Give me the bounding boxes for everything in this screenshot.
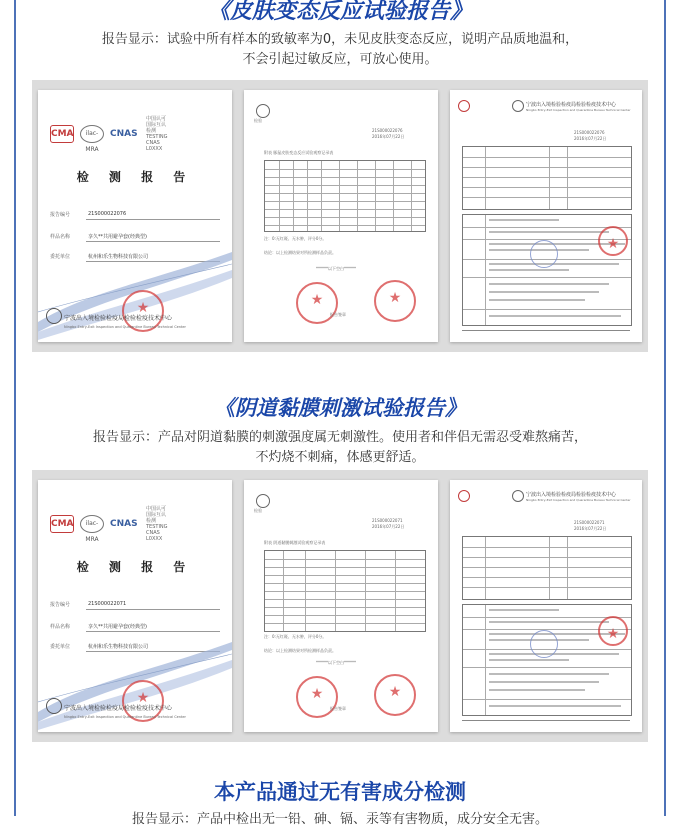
page-report-number: 21S000022076 xyxy=(574,130,605,135)
sample-info-table xyxy=(462,146,632,210)
table-caption: 附表 阴道黏膜刺激试验观察记录表 xyxy=(264,540,326,545)
ilac-logo: ilac-MRA xyxy=(80,125,104,143)
cover-footer-org: 宁波出入境检验检疫局检验检疫技术中心 xyxy=(64,705,173,712)
conclusion-note: 结论：以上检测结果对所检测样品负责。 xyxy=(264,648,336,653)
center-seal-icon xyxy=(512,490,524,502)
page-date: 2016年07月22日 xyxy=(574,526,607,531)
section-desc-skin-allergy: 报告显示：试验中所有样本的致敏率为0，未见皮肤变态反应，说明产品质地温和， 不会引起过敏反应，可放心使用。 xyxy=(101,32,579,67)
report-table-page[interactable] xyxy=(244,480,438,732)
report-form-page[interactable] xyxy=(450,90,642,342)
sample-info-table xyxy=(462,536,632,600)
client-field: 委托单位 杭州和乐生物科技有限公司 xyxy=(50,640,220,652)
blank-below-mark: ******以下空白****** xyxy=(316,266,356,271)
accreditation-logos xyxy=(50,506,172,542)
inspector-stamp xyxy=(530,240,558,268)
report-cover-title: 检 测 报 告 xyxy=(76,560,194,574)
blank-below-mark: ******以下空白****** xyxy=(316,660,356,665)
cover-footer-org-en: Ningbo Entry-Exit Inspection and Quarantine Bureau Technical Center xyxy=(64,715,186,719)
page-header-org: 宁波出入境检验检疫局检验检疫技术中心 xyxy=(526,102,617,108)
official-red-stamp xyxy=(374,280,416,322)
seal-label: 检验 xyxy=(254,118,262,123)
report-pages-row-1 xyxy=(32,80,648,352)
seal-label: 检验 xyxy=(254,508,262,513)
cma-mini-logo xyxy=(458,490,470,502)
client-field: 委托单位 杭州和乐生物科技有限公司 xyxy=(50,250,220,262)
page-report-number: 21S000022076 xyxy=(372,128,403,133)
sample-name-field: 样品名称 享久**共用避孕套(经典型) xyxy=(50,230,220,242)
report-pages-row-2 xyxy=(32,470,648,742)
table-caption: 附表 豚鼠皮肤变态反应试验观察记录表 xyxy=(264,150,334,155)
report-form-page[interactable] xyxy=(450,480,642,732)
center-seal-icon xyxy=(512,100,524,112)
cma-logo: CMA xyxy=(50,515,74,533)
report-table-page[interactable] xyxy=(244,90,438,342)
report-cover-page[interactable] xyxy=(38,90,232,342)
section-desc-harmful-substance: 报告显示：产品中检出无一铅、砷、镉、汞等有害物质，成分安全无害。 xyxy=(131,812,548,827)
conclusion-note: 结论：以上检测结果对所检测样品负责。 xyxy=(264,250,336,255)
inspection-seal-icon xyxy=(256,104,270,118)
report-number-field: 报告编号 21S000022071 xyxy=(50,598,220,610)
sample-name-field: 样品名称 享久**共用避孕套(经典型) xyxy=(50,620,220,632)
page-header-org-en: Ningbo Entry-Exit Inspection and Quarantine Bureau Technical Center xyxy=(526,108,631,112)
section-title-harmful-substance: 本产品通过无有害成分检测 xyxy=(214,780,466,804)
table-note: 注：0:无红斑、无水肿，评分0分。 xyxy=(264,236,327,241)
page-date: 2016年07月22日 xyxy=(372,134,405,139)
cnas-logo: CNAS xyxy=(110,129,138,139)
cma-logo: CMA xyxy=(50,125,74,143)
cnas-sub-text: 中国认可 国际互认 检测 TESTING CNAS L0XXX xyxy=(146,506,168,542)
page-header-org-en: Ningbo Entry-Exit Inspection and Quarantine Bureau Technical Center xyxy=(526,498,631,502)
page-date: 2016年07月22日 xyxy=(574,136,607,141)
report-number-field: 报告编号 21S000022076 xyxy=(50,208,220,220)
page-footer-rule xyxy=(462,330,630,331)
cma-mini-logo xyxy=(458,100,470,112)
table-note: 注：0:无红斑、无水肿，评分0分。 xyxy=(264,634,327,639)
official-red-stamp xyxy=(598,616,628,646)
page-report-number: 21S000022071 xyxy=(372,518,403,523)
page-report-number: 21S000022071 xyxy=(574,520,605,525)
signature-label: 报告签章 xyxy=(330,312,346,317)
page-header-org: 宁波出入境检验检疫局检验检疫技术中心 xyxy=(526,492,617,498)
center-seal-icon xyxy=(46,308,62,324)
section-desc-vaginal-irritation: 报告显示：产品对阴道黏膜的刺激强度属无刺激性。使用者和伴侣无需忍受难熬痛苦， 不灼烧不刺痛，体感更舒适。 xyxy=(92,430,587,465)
cover-footer-org-en: Ningbo Entry-Exit Inspection and Quarantine Bureau Technical Center xyxy=(64,325,186,329)
report-cover-page[interactable] xyxy=(38,480,232,732)
report-cover-title: 检 测 报 告 xyxy=(76,170,194,184)
page-date: 2016年07月22日 xyxy=(372,524,405,529)
center-seal-icon xyxy=(46,698,62,714)
signature-label: 报告签章 xyxy=(330,706,346,711)
observation-table xyxy=(264,550,426,632)
official-red-stamp xyxy=(374,674,416,716)
cnas-logo: CNAS xyxy=(110,519,138,529)
official-red-stamp xyxy=(598,226,628,256)
section-title-skin-allergy: 《皮肤变态反应试验报告》 xyxy=(207,0,472,24)
inspector-stamp xyxy=(530,630,558,658)
page-footer-rule xyxy=(462,720,630,721)
section-title-vaginal-irritation: 《阴道黏膜刺激试验报告》 xyxy=(214,396,466,420)
cnas-sub-text: 中国认可 国际互认 检测 TESTING CNAS L0XXX xyxy=(146,116,168,152)
observation-table xyxy=(264,160,426,232)
accreditation-logos xyxy=(50,116,172,152)
cover-footer-org: 宁波出入境检验检疫局检验检疫技术中心 xyxy=(64,315,173,322)
inspection-seal-icon xyxy=(256,494,270,508)
ilac-logo: ilac-MRA xyxy=(80,515,104,533)
